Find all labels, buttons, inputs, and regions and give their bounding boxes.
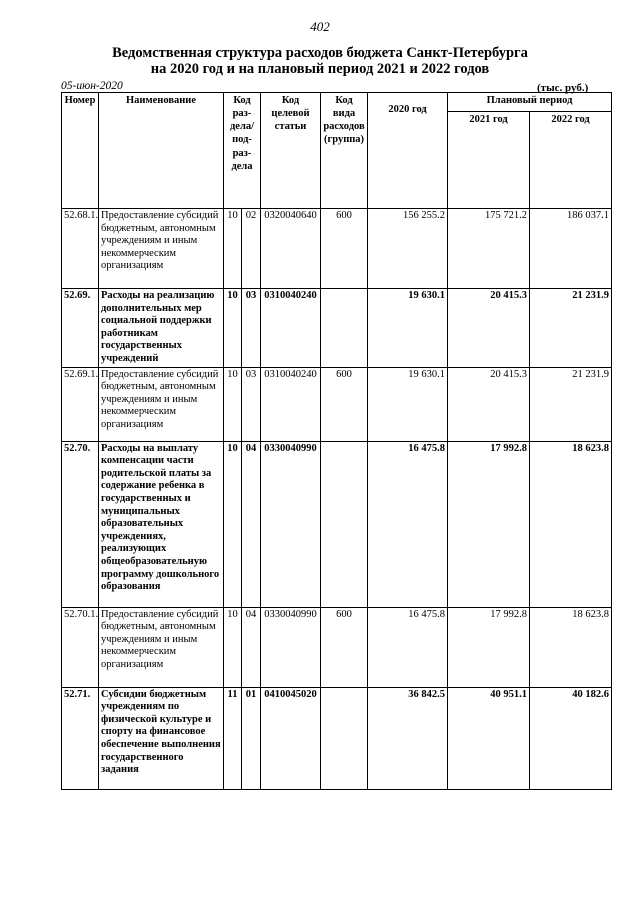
row-amount-2020: 19 630.1 bbox=[368, 367, 448, 441]
row-amount-2020: 16 475.8 bbox=[368, 607, 448, 687]
table-row bbox=[62, 441, 612, 607]
row-amount-2020: 16 475.8 bbox=[368, 441, 448, 607]
row-amount-2022: 18 623.8 bbox=[530, 441, 612, 607]
row-number: 52.68.1. bbox=[62, 209, 99, 289]
row-expense-type-code: 600 bbox=[321, 607, 368, 687]
row-amount-2022: 186 037.1 bbox=[530, 209, 612, 289]
row-name: Расходы на реализацию дополнительных мер социальной поддержки работникам государственных учреждений bbox=[99, 289, 224, 368]
table-row bbox=[62, 607, 612, 687]
row-amount-2022: 21 231.9 bbox=[530, 289, 612, 368]
table-row bbox=[62, 367, 612, 441]
row-subsection-code: 04 bbox=[242, 607, 261, 687]
row-amount-2021: 40 951.1 bbox=[448, 687, 530, 789]
row-subsection-code: 02 bbox=[242, 209, 261, 289]
row-number: 52.69. bbox=[62, 289, 99, 368]
header-target-code: Код целевой статьи bbox=[261, 93, 321, 209]
row-subsection-code: 04 bbox=[242, 441, 261, 607]
row-name: Предоставление субсидий бюджетным, автономным учреждениям и иным некоммерческим организациям bbox=[99, 367, 224, 441]
row-amount-2022: 21 231.9 bbox=[530, 367, 612, 441]
row-section-code: 10 bbox=[224, 607, 242, 687]
document-title-line-2: на 2020 год и на плановый период 2021 и 2022 годов bbox=[150, 61, 490, 77]
row-subsection-code: 01 bbox=[242, 687, 261, 789]
header-row bbox=[62, 93, 612, 112]
row-name: Предоставление субсидий бюджетным, автономным учреждениям и иным некоммерческим организациям bbox=[99, 209, 224, 289]
header-section-code: Код раз-дела/ под-раз-дела bbox=[224, 93, 261, 209]
row-amount-2021: 17 992.8 bbox=[448, 607, 530, 687]
budget-table bbox=[61, 92, 612, 790]
row-amount-2022: 40 182.6 bbox=[530, 687, 612, 789]
row-expense-type-code bbox=[321, 687, 368, 789]
row-number: 52.69.1. bbox=[62, 367, 99, 441]
row-section-code: 10 bbox=[224, 209, 242, 289]
row-amount-2021: 20 415.3 bbox=[448, 367, 530, 441]
row-expense-type-code bbox=[321, 289, 368, 368]
header-expense-type-code: Код вида расходов (группа) bbox=[321, 93, 368, 209]
row-name: Предоставление субсидий бюджетным, автономным учреждениям и иным некоммерческим организациям bbox=[99, 607, 224, 687]
row-section-code: 10 bbox=[224, 289, 242, 368]
row-section-code: 11 bbox=[224, 687, 242, 789]
row-target-code: 0310040240 bbox=[261, 289, 321, 368]
table-row bbox=[62, 289, 612, 368]
row-amount-2020: 36 842.5 bbox=[368, 687, 448, 789]
row-expense-type-code: 600 bbox=[321, 209, 368, 289]
header-2022: 2022 год bbox=[530, 112, 612, 209]
header-name: Наименование bbox=[99, 93, 224, 209]
page-number: 402 bbox=[310, 19, 330, 34]
row-expense-type-code: 600 bbox=[321, 367, 368, 441]
header-planned-period: Плановый период bbox=[448, 93, 612, 112]
units-label: (тыс. руб.) bbox=[537, 82, 589, 94]
header-number: Номер bbox=[62, 93, 99, 209]
header-2020: 2020 год bbox=[368, 93, 448, 209]
row-target-code: 0310040240 bbox=[261, 367, 321, 441]
document-title-line-1: Ведомственная структура расходов бюджета Санкт-Петербурга bbox=[112, 45, 528, 61]
row-amount-2021: 175 721.2 bbox=[448, 209, 530, 289]
row-number: 52.70. bbox=[62, 441, 99, 607]
row-target-code: 0410045020 bbox=[261, 687, 321, 789]
row-target-code: 0320040640 bbox=[261, 209, 321, 289]
row-section-code: 10 bbox=[224, 441, 242, 607]
row-number: 52.71. bbox=[62, 687, 99, 789]
row-amount-2022: 18 623.8 bbox=[530, 607, 612, 687]
document-date: 05-июн-2020 bbox=[61, 80, 123, 92]
row-target-code: 0330040990 bbox=[261, 441, 321, 607]
row-amount-2021: 20 415.3 bbox=[448, 289, 530, 368]
header-2021: 2021 год bbox=[448, 112, 530, 209]
row-name: Субсидии бюджетным учреждениям по физической культуре и спорту на финансовое обеспечение выполнения государственного задания bbox=[99, 687, 224, 789]
row-subsection-code: 03 bbox=[242, 289, 261, 368]
row-amount-2020: 19 630.1 bbox=[368, 289, 448, 368]
row-expense-type-code bbox=[321, 441, 368, 607]
row-number: 52.70.1. bbox=[62, 607, 99, 687]
row-target-code: 0330040990 bbox=[261, 607, 321, 687]
row-amount-2020: 156 255.2 bbox=[368, 209, 448, 289]
row-amount-2021: 17 992.8 bbox=[448, 441, 530, 607]
row-subsection-code: 03 bbox=[242, 367, 261, 441]
row-name: Расходы на выплату компенсации части родительской платы за содержание ребенка в государственных и муниципальных образовательных учреждениях, реализующих общеобразовательную программу дошкольного образования bbox=[99, 441, 224, 607]
table-row bbox=[62, 209, 612, 289]
row-section-code: 10 bbox=[224, 367, 242, 441]
table-row bbox=[62, 687, 612, 789]
